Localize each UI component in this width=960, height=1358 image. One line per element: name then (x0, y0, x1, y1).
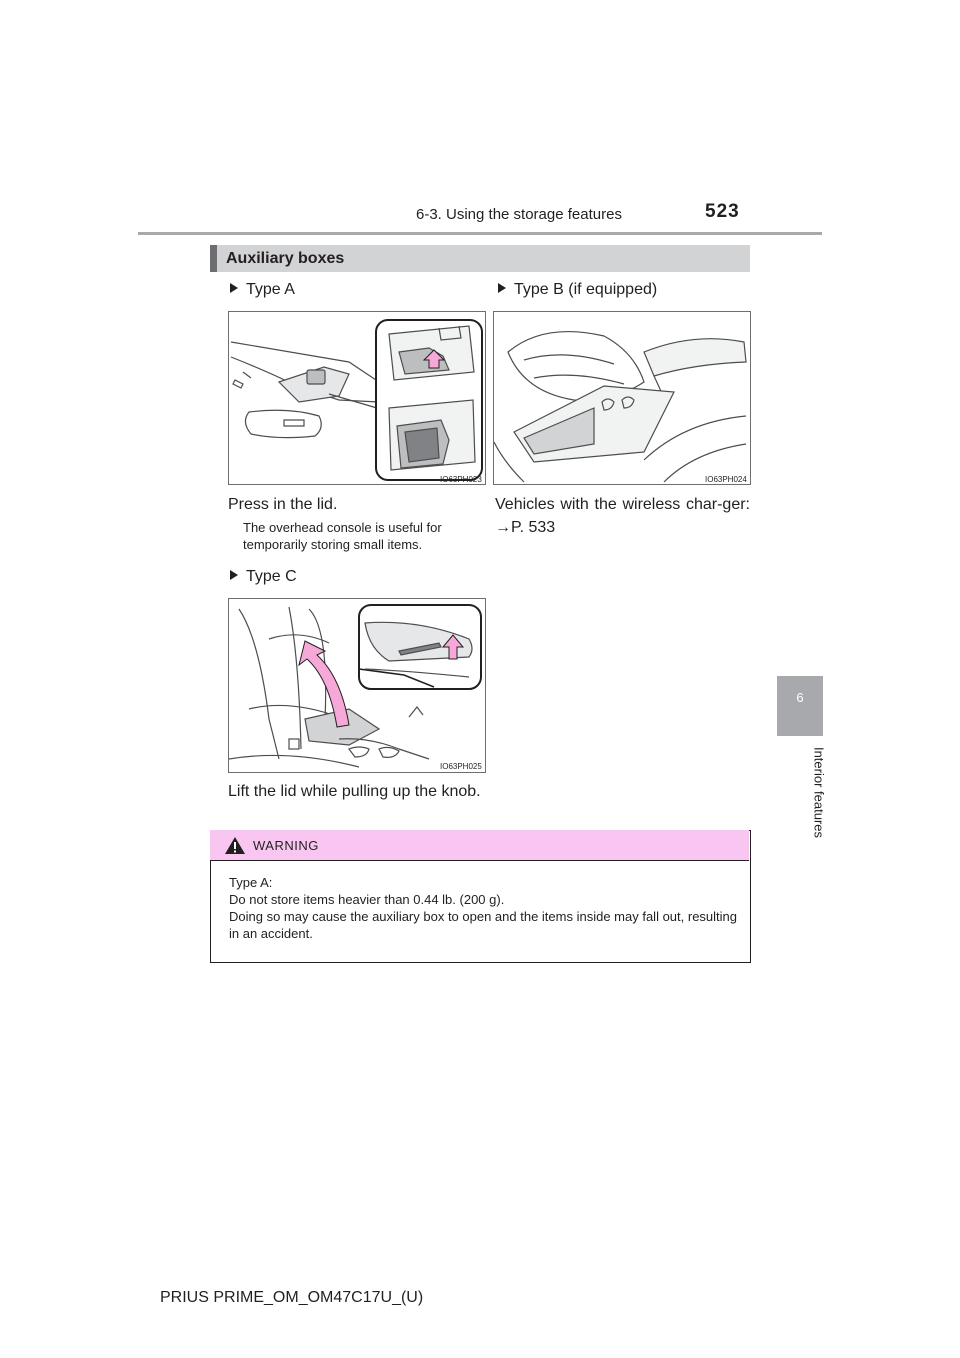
warning-body (229, 874, 741, 942)
header-rule (138, 232, 822, 235)
rear-armrest-illustration (229, 599, 485, 772)
type-a-heading (230, 281, 295, 299)
section-bar-accent (210, 245, 217, 272)
warning-line: Do not store items heavier than 0.44 lb. (200 g). (229, 892, 505, 907)
warning-title: WARNING (253, 838, 319, 853)
warning-line: Type A: (229, 875, 273, 890)
section-title: Auxiliary boxes (226, 250, 345, 267)
type-c-figure (228, 598, 486, 773)
type-c-instruction: Lift the lid while pulling up the knob. (228, 783, 481, 800)
chapter-tab (777, 676, 823, 736)
chapter-number: 6 (796, 690, 804, 705)
footer-doc-id: PRIUS PRIME_OM_OM47C17U_(U) (160, 1289, 424, 1306)
type-c-heading (230, 568, 297, 586)
type-a-figure (228, 311, 486, 485)
type-b-label: Type B (if equipped) (514, 281, 658, 298)
type-b-figure (493, 311, 751, 485)
type-a-figure-code: IO63PH023 (440, 475, 482, 484)
type-b-instruction: Vehicles with the wireless char-ger: →P. 533 (495, 496, 750, 536)
type-c-label: Type C (246, 568, 297, 585)
center-console-illustration (494, 312, 750, 484)
warning-line: Doing so may cause the auxiliary box to open and the items inside may fall out, resulting in an accident. (229, 909, 737, 941)
page-number: 523 (705, 201, 740, 222)
header-section-title: 6-3. Using the storage features (416, 206, 622, 223)
bullet-triangle-icon (230, 570, 238, 580)
chapter-label: Interior features (811, 746, 827, 839)
bullet-triangle-icon (230, 283, 238, 293)
bullet-triangle-icon (498, 283, 506, 293)
type-c-figure-code: IO63PH025 (440, 762, 482, 771)
overhead-console-illustration (229, 312, 485, 484)
warning-triangle-icon (224, 836, 246, 860)
type-a-instruction: Press in the lid. (228, 496, 338, 513)
type-a-note: The overhead console is useful for temporarily storing small items. (243, 520, 442, 552)
type-b-figure-code: IO63PH024 (705, 475, 747, 484)
type-a-label: Type A (246, 281, 295, 298)
type-b-heading (498, 281, 657, 299)
